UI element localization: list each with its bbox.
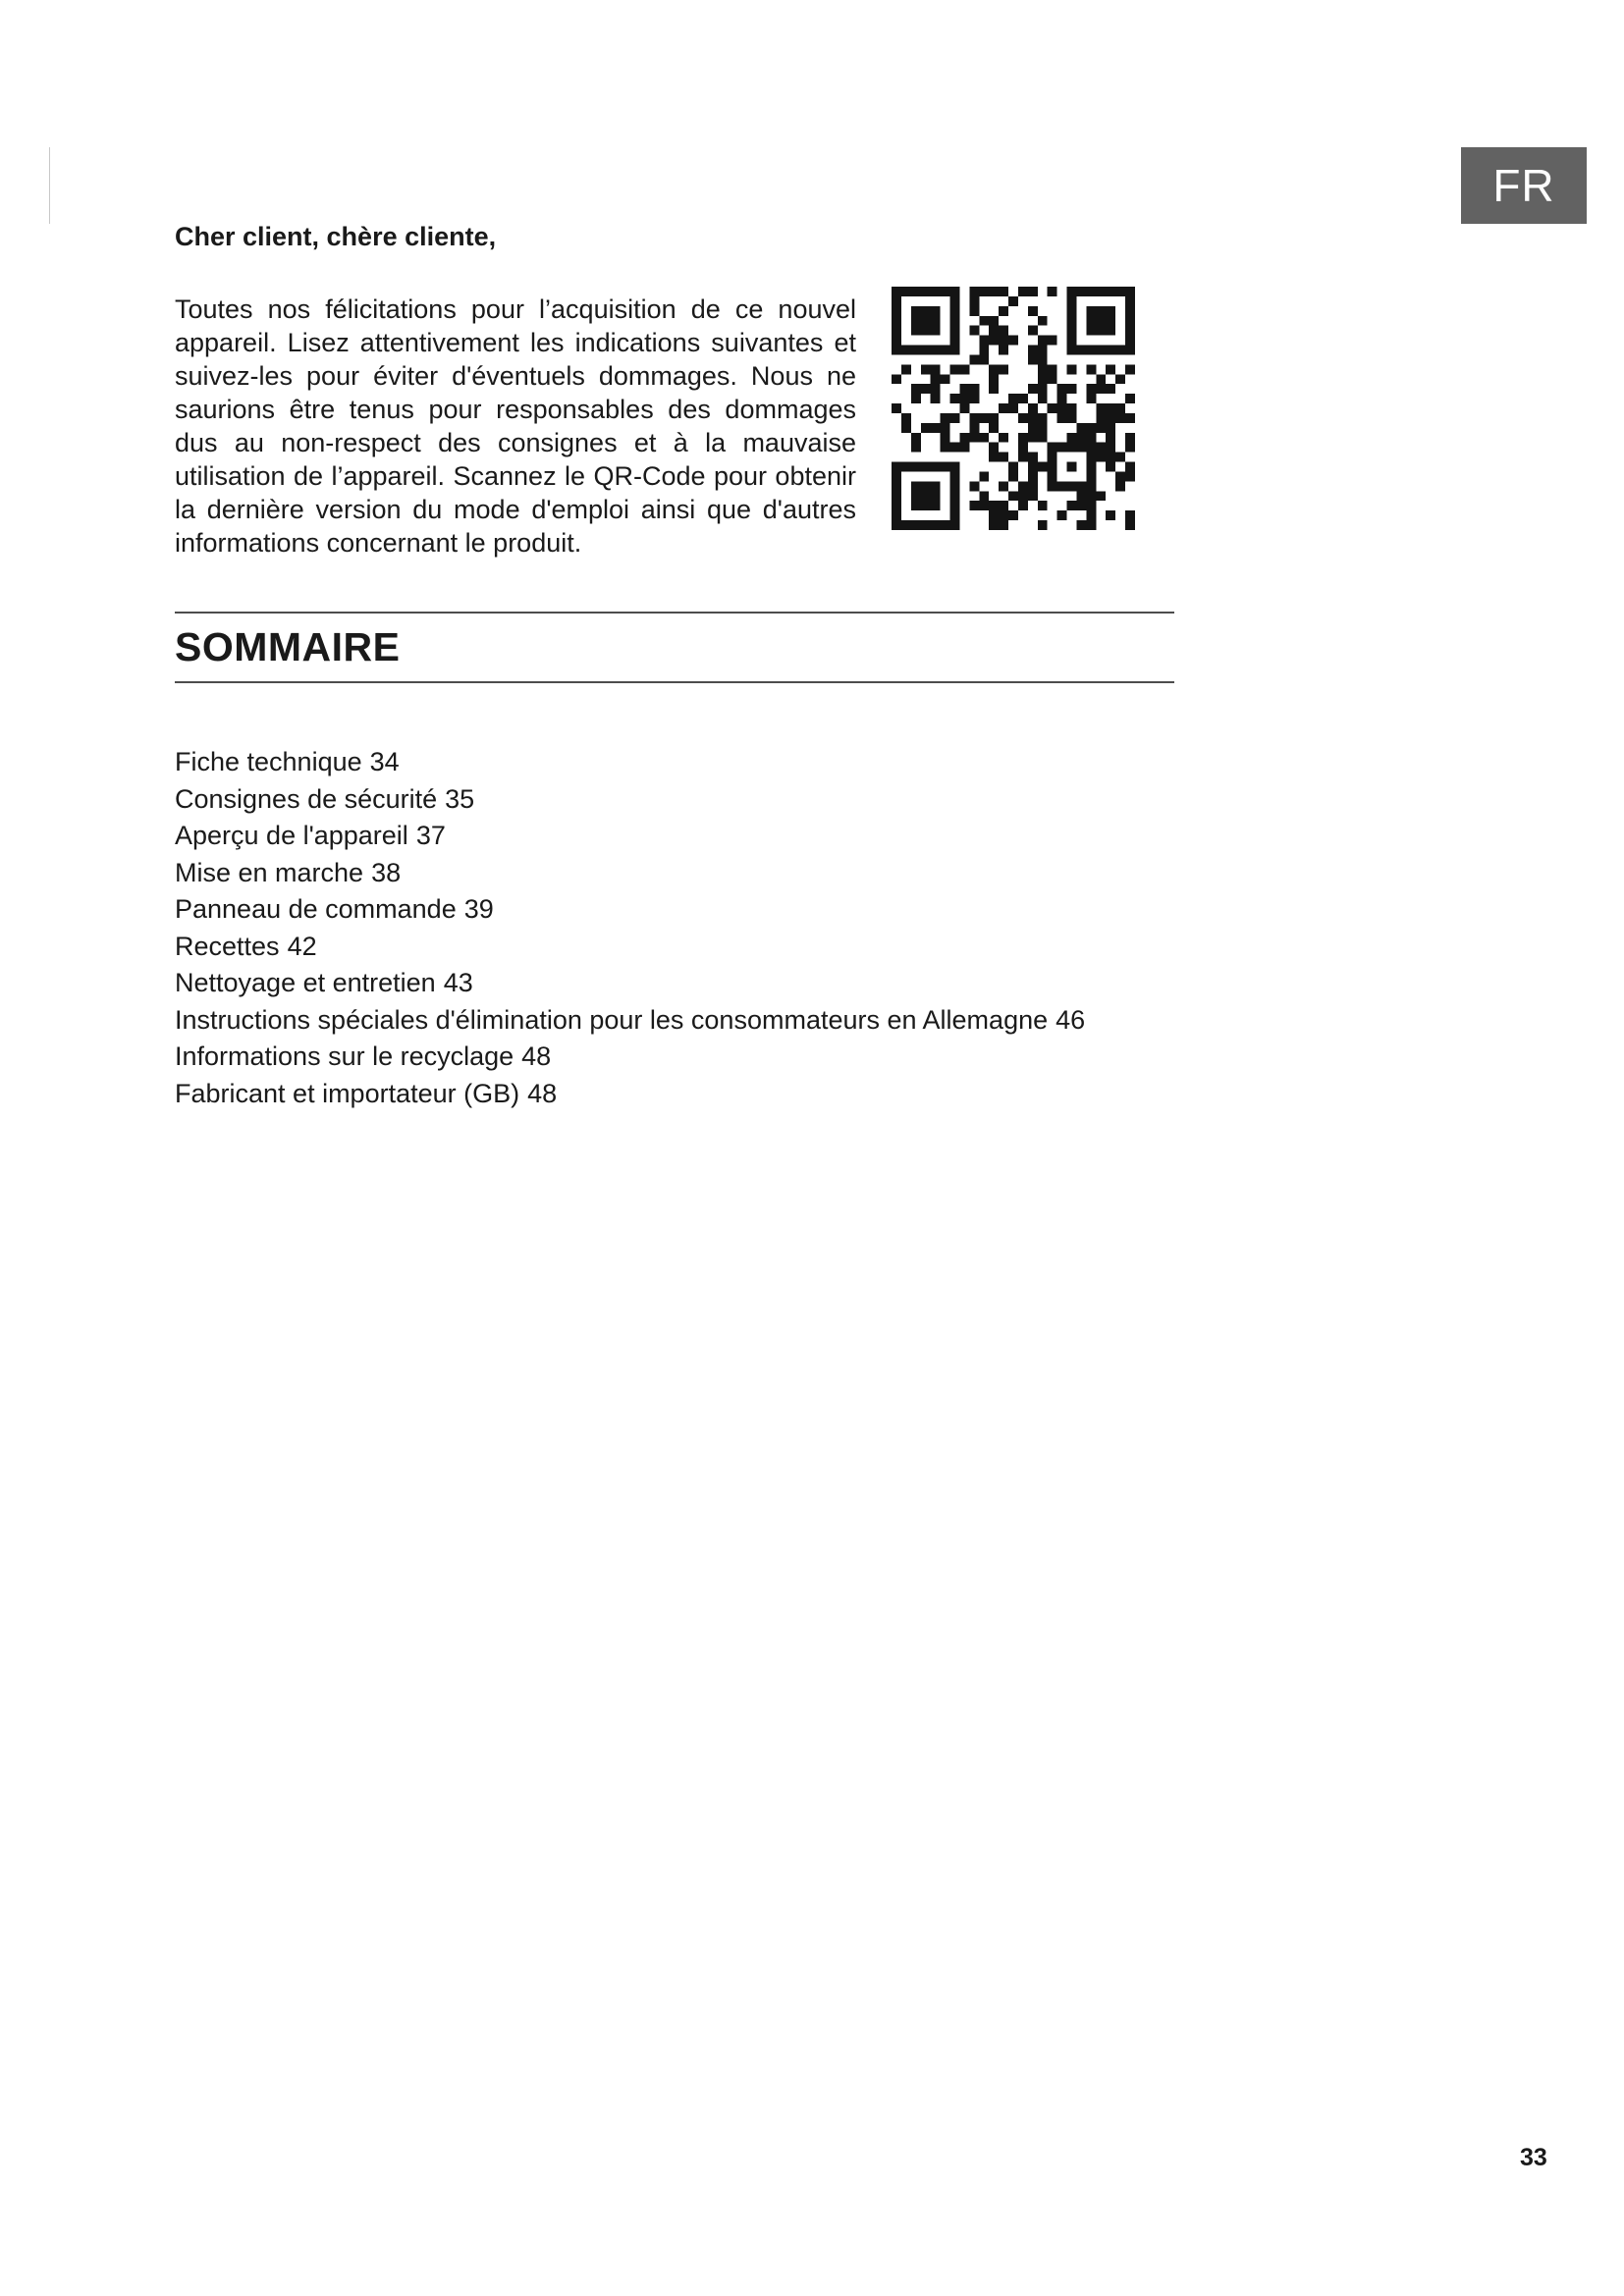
qr-code: [892, 287, 1135, 530]
toc-item[interactable]: [175, 1076, 1085, 1113]
toc-item-page: 34: [369, 747, 400, 776]
toc-item-page: 37: [415, 821, 446, 850]
toc-item-label: Instructions spéciales d'élimination pour les consommateurs en Allemagne: [175, 1004, 1049, 1035]
toc-item[interactable]: [175, 929, 1085, 966]
section-rule-top: [175, 612, 1174, 614]
toc-item-page: 48: [527, 1078, 558, 1108]
toc-item[interactable]: [175, 965, 1085, 1002]
intro-paragraph: Toutes nos félicitations pour l’acquisition de ce nouvel appareil. Lisez attentivement les indications suivantes et suivez-les pour éviter d'éventuels dommages. Nous ne saurions être tenus pour responsables des dommages dus au non-respect des consignes et à la mauvaise utilisation de l’appareil. Scannez le QR-Code pour obtenir la dernière version du mode d'emploi ainsi que d'autres informations concernant le produit.: [175, 294, 856, 558]
toc-item-page: 38: [371, 857, 402, 887]
toc-item[interactable]: [175, 855, 1085, 892]
toc-title: SOMMAIRE: [175, 624, 401, 669]
toc-item-page: 48: [521, 1041, 552, 1071]
toc-item[interactable]: [175, 1039, 1085, 1076]
toc-item-page: 35: [445, 783, 475, 814]
margin-rule: [49, 147, 50, 224]
toc-item-page: 46: [1056, 1004, 1086, 1035]
toc-item-page: 42: [287, 931, 317, 961]
greeting: Cher client, chère cliente,: [175, 222, 497, 251]
qr-code-icon: [892, 287, 1135, 530]
toc-item-label: Fiche technique: [175, 747, 362, 776]
toc-item-label: Fabricant et importateur (GB): [175, 1078, 520, 1108]
toc-item-label: Aperçu de l'appareil: [175, 821, 408, 850]
toc-item[interactable]: [175, 891, 1085, 929]
toc-item-page: 39: [463, 894, 494, 924]
page-number: 33: [1520, 2144, 1547, 2171]
toc-item-label: Panneau de commande: [175, 894, 457, 924]
toc-item[interactable]: [175, 781, 1085, 819]
language-tab-label: FR: [1492, 160, 1555, 211]
table-of-contents: [175, 744, 1085, 1112]
language-tab: [1461, 147, 1587, 224]
section-rule-bottom: [175, 681, 1174, 683]
toc-item-label: Informations sur le recyclage: [175, 1041, 514, 1071]
toc-item-page: 43: [443, 968, 473, 997]
toc-item-label: Nettoyage et entretien: [175, 968, 436, 997]
toc-item[interactable]: [175, 1002, 1085, 1040]
toc-item-label: Consignes de sécurité: [175, 783, 438, 814]
toc-item-label: Mise en marche: [175, 857, 364, 887]
toc-item[interactable]: [175, 744, 1085, 781]
toc-item-label: Recettes: [175, 931, 280, 961]
toc-item[interactable]: [175, 818, 1085, 855]
